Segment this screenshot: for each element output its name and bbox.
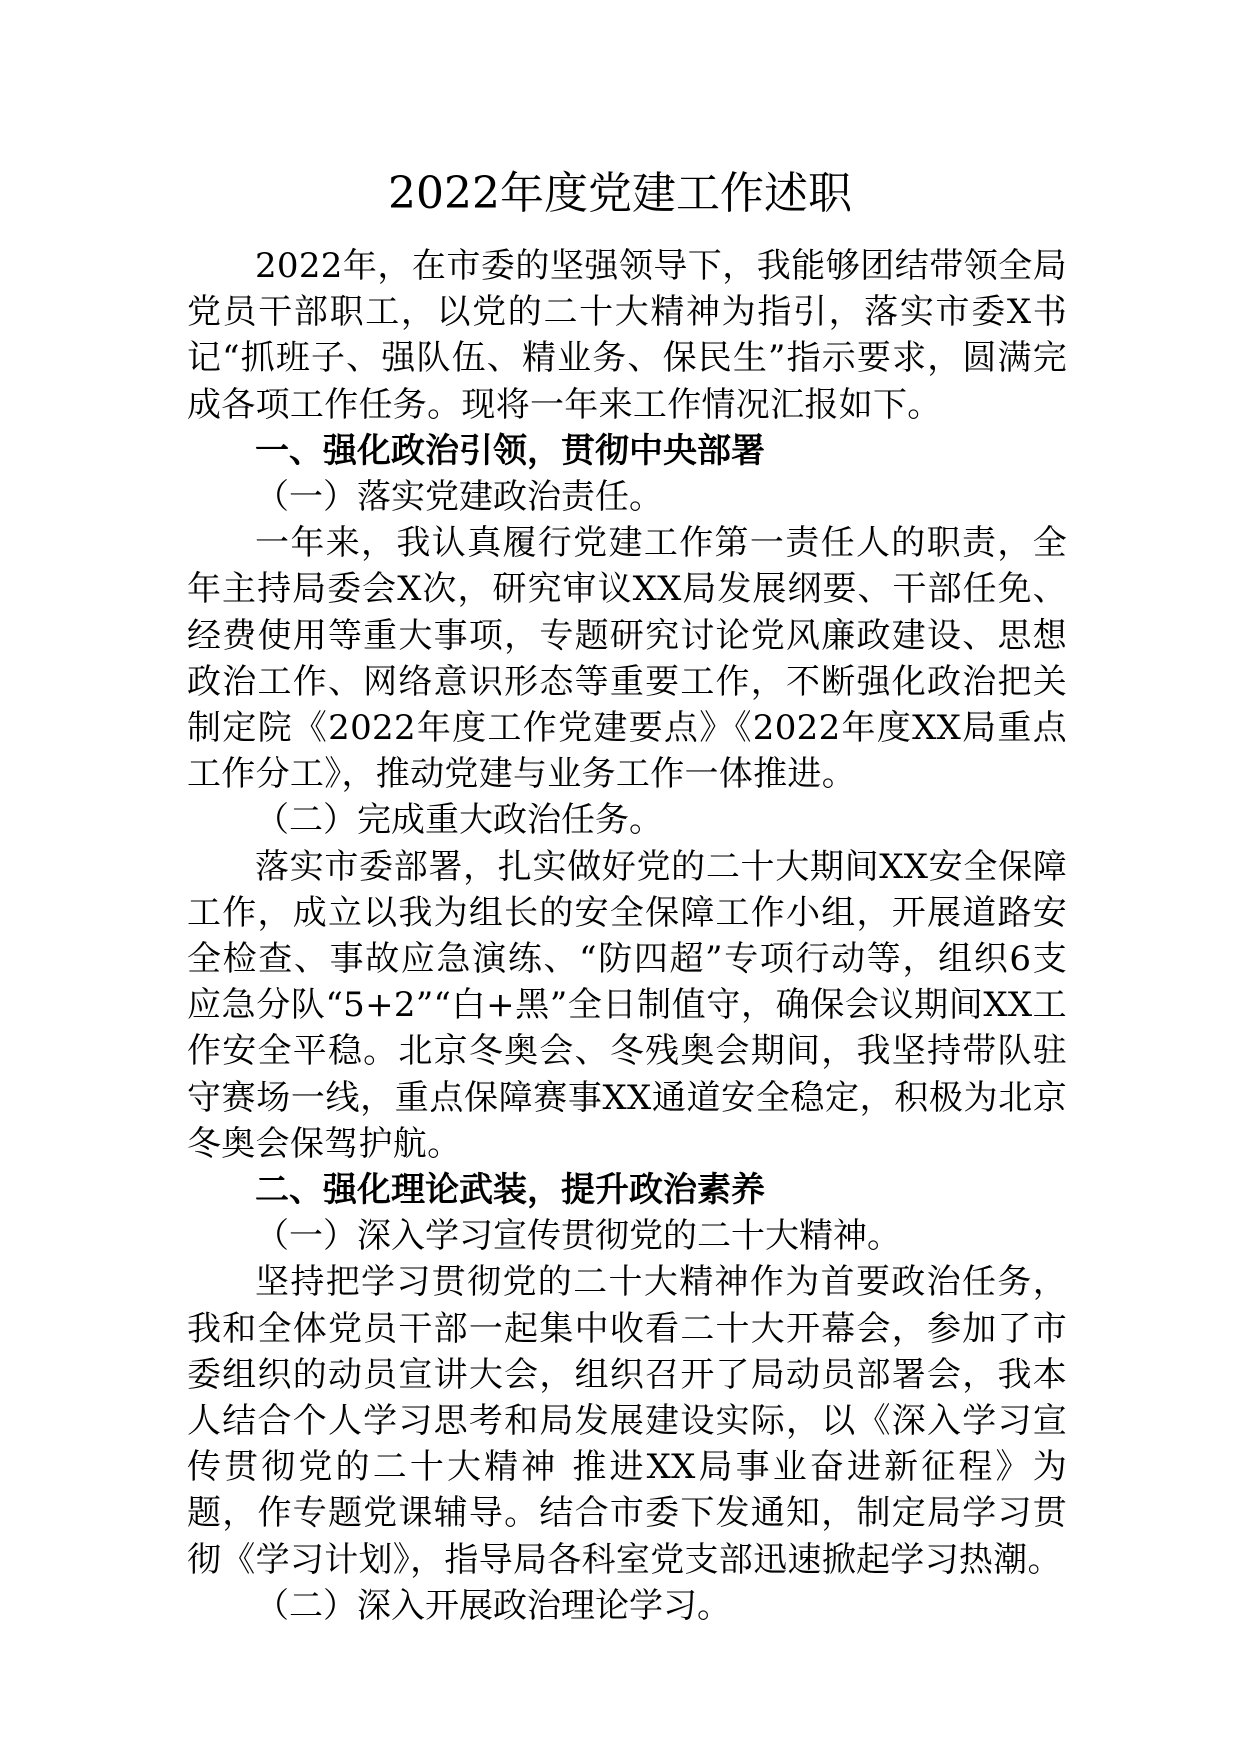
paragraph-1-2: 落实市委部署，扎实做好党的二十大期间XX安全保障工作，成立以我为组长的安全保障工作小组，开展道路安全检查、事故应急演练、“防四超”专项行动等，组织6支应急分队“5+2”“白+黑”全日制值守，确保会议期间XX工作安全平稳。北京冬奥会、冬残奥会期间，我坚持带队驻守赛场一线，重点保障赛事XX通道安全稳定，积极为北京冬奥会保驾护航。 — [187, 846, 1067, 1164]
paragraph-1-1: 一年来，我认真履行党建工作第一责任人的职责，全年主持局委会X次，研究审议XX局发展纲要、干部任免、经费使用等重大事项，专题研究讨论党风廉政建设、思想政治工作、网络意识形态等重要工作，不断强化政治把关制定院《2022年度工作党建要点》《2022年度XX局重点工作分工》，推动党建与业务工作一体推进。 — [187, 523, 1067, 795]
subsection-heading-1-1: （一）落实党建政治责任。 — [255, 477, 663, 518]
document-body — [187, 243, 1067, 1629]
subsection-heading-2-1: （一）深入学习宣传贯彻党的二十大精神。 — [255, 1216, 901, 1257]
paragraph-intro: 2022年，在市委的坚强领导下，我能够团结带领全局党员干部职工，以党的二十大精神为指引，落实市委X书记“抓班子、强队伍、精业务、保民生”指示要求，圆满完成各项工作任务。现将一年来工作情况汇报如下。 — [187, 246, 1067, 425]
section-heading-2: 二、强化理论武装，提升政治素养 — [255, 1170, 765, 1211]
document-title: 2022年度党建工作述职 — [388, 168, 852, 219]
paragraph-2-1: 坚持把学习贯彻党的二十大精神作为首要政治任务，我和全体党员干部一起集中收看二十大开幕会，参加了市委组织的动员宣讲大会，组织召开了局动员部署会，我本人结合个人学习思考和局发展建设实际，以《深入学习宣传贯彻党的二十大精神 推进XX局事业奋进新征程》为题，作专题党课辅导。结合市委下发通知，制定局学习贯彻《学习计划》，指导局各科室党支部迅速掀起学习热潮。 — [187, 1262, 1067, 1580]
subsection-heading-1-2: （二）完成重大政治任务。 — [255, 800, 663, 841]
section-heading-1: 一、强化政治引领，贯彻中央部署 — [255, 430, 765, 471]
subsection-heading-2-2: （二）深入开展政治理论学习。 — [255, 1585, 731, 1626]
